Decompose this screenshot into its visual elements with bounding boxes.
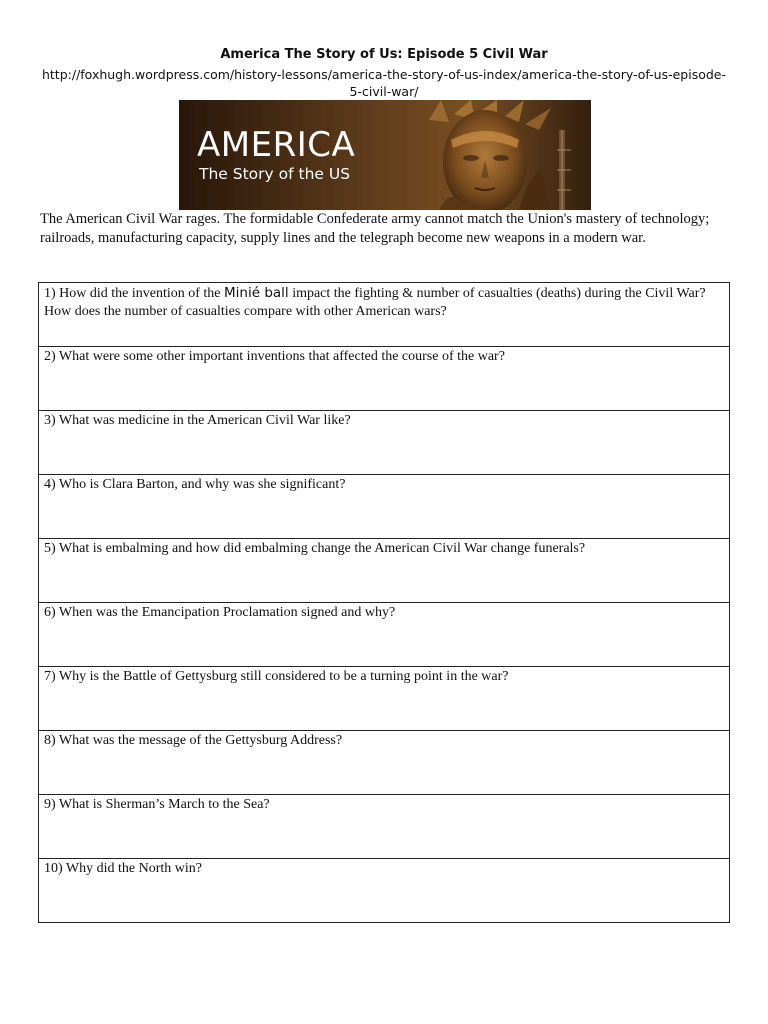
question-2-text: 2) What were some other important inventions that affected the course of the war? <box>44 349 505 364</box>
question-cell-9[interactable] <box>39 795 730 859</box>
question-row <box>39 731 730 795</box>
question-row <box>39 667 730 731</box>
page-title: America The Story of Us: Episode 5 Civil War <box>220 47 548 62</box>
question-7-text: 7) Why is the Battle of Gettysburg still considered to be a turning point in the war? <box>44 669 509 684</box>
question-row <box>39 283 730 347</box>
question-row <box>39 603 730 667</box>
question-3-text: 3) What was medicine in the American Civil War like? <box>44 413 351 428</box>
question-cell-10[interactable] <box>39 859 730 923</box>
question-row <box>39 539 730 603</box>
banner-subtitle: The Story of the US <box>199 165 351 183</box>
question-5-text: 5) What is embalming and how did embalming change the American Civil War change funerals? <box>44 541 586 556</box>
questions-table <box>38 282 730 923</box>
question-cell-4[interactable] <box>39 475 730 539</box>
question-1-text-end: impact the fighting & number of casualties (deaths) during the Civil War? How does the number of casualties compare with other American wars? <box>44 286 706 319</box>
question-6-text: 6) When was the Emancipation Proclamation signed and why? <box>44 605 396 620</box>
banner-title: AMERICA <box>197 125 356 165</box>
question-cell-3[interactable] <box>39 411 730 475</box>
question-row <box>39 795 730 859</box>
question-8-text: 8) What was the message of the Gettysburg Address? <box>44 733 343 748</box>
question-1-term: Minié ball <box>224 285 289 301</box>
question-9-text: 9) What is Sherman’s March to the Sea? <box>44 797 270 812</box>
banner-image <box>179 100 591 210</box>
question-cell-1[interactable] <box>39 283 730 347</box>
question-row <box>39 859 730 923</box>
question-4-text: 4) Who is Clara Barton, and why was she significant? <box>44 477 346 492</box>
question-cell-2[interactable] <box>39 347 730 411</box>
question-row <box>39 411 730 475</box>
intro-paragraph: The American Civil War rages. The formidable Confederate army cannot match the Union's mastery of technology; railroads, manufacturing capacity, supply lines and the telegraph become new weapons in a modern war. <box>40 211 710 246</box>
question-row <box>39 347 730 411</box>
question-1-text-start: 1) How did the invention of the <box>44 286 225 301</box>
source-url: http://foxhugh.wordpress.com/history-lessons/america-the-story-of-us-index/america-the-story-of-us-episode-5-civil-war/ <box>41 67 726 99</box>
question-cell-8[interactable] <box>39 731 730 795</box>
question-cell-5[interactable] <box>39 539 730 603</box>
question-cell-7[interactable] <box>39 667 730 731</box>
question-cell-6[interactable] <box>39 603 730 667</box>
question-10-text: 10) Why did the North win? <box>44 861 202 876</box>
question-row <box>39 475 730 539</box>
